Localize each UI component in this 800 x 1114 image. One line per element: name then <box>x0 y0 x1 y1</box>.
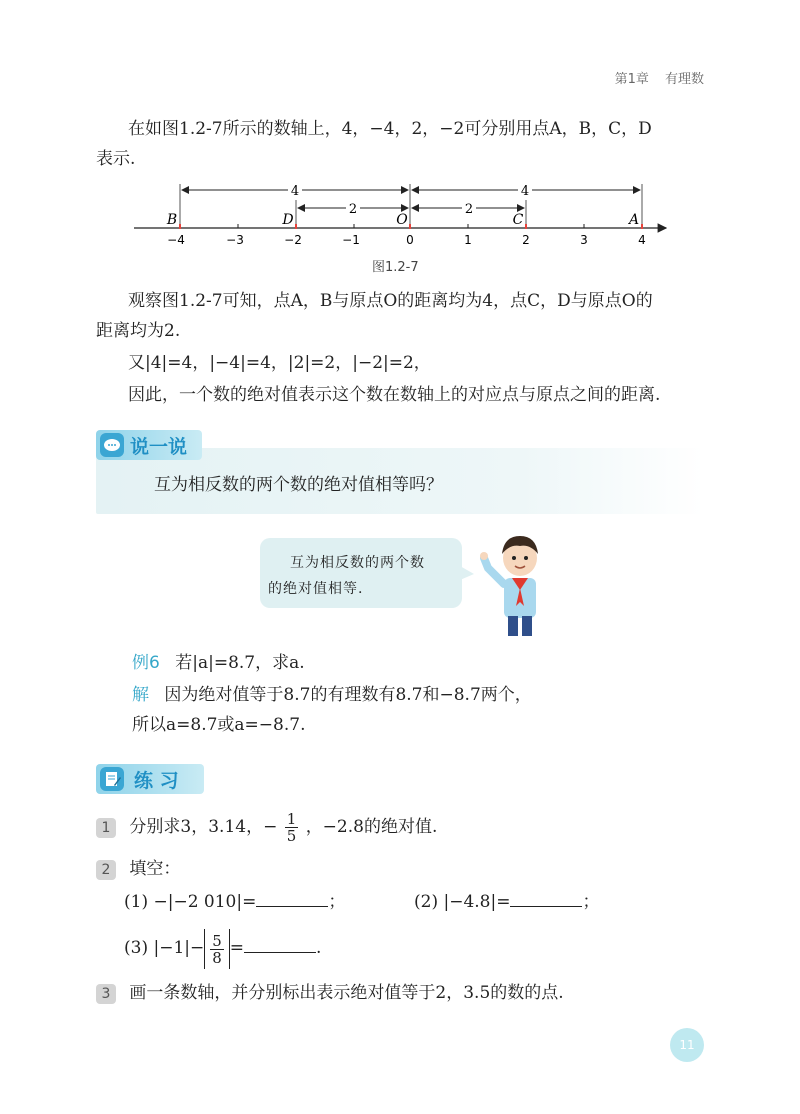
dim-label-right-4: 4 <box>520 184 530 199</box>
tick-label: 0 <box>406 233 414 247</box>
solution-label: 解 <box>132 685 149 705</box>
example-label: 例6 <box>132 653 160 673</box>
fraction-one-fifth <box>285 811 299 844</box>
q2-part-3-text: (3) |−1|− <box>124 938 205 958</box>
observe-line-4: 因此，一个数的绝对值表示这个数在数轴上的对应点与原点之间的距离. <box>128 385 661 405</box>
notebook-icon <box>100 767 124 791</box>
discussion-banner <box>96 430 704 514</box>
q2-part-2-semicolon: ； <box>582 892 600 912</box>
question-1-text-b: ，−2.8的绝对值. <box>305 817 438 837</box>
question-2 <box>96 856 180 882</box>
number-line-figure <box>130 180 670 256</box>
tick-label: −3 <box>226 233 244 247</box>
question-3-text: 画一条数轴，并分别标出表示绝对值等于2，3.5的数的点. <box>129 983 564 1003</box>
student-illustration <box>478 528 558 640</box>
fraction-denominator: 5 <box>286 827 297 845</box>
speech-bubble-tail <box>460 566 476 582</box>
discussion-tag <box>96 430 202 460</box>
solution-line-1 <box>132 682 532 708</box>
dim-label-left-2: 2 <box>348 202 358 217</box>
q2-part-2-text: (2) |−4.8|= <box>414 892 511 912</box>
practice-tag <box>96 764 204 794</box>
chapter-title: 有理数 <box>664 72 704 87</box>
chat-bubble-icon <box>100 433 124 457</box>
point-label-O: O <box>396 212 408 228</box>
intro-line-2: 表示. <box>96 149 136 169</box>
question-2-title: 填空： <box>129 859 181 879</box>
tick-label: −2 <box>284 233 302 247</box>
chapter-label: 第1章 <box>614 72 649 87</box>
bubble-line-2: 的绝对值相等. <box>268 581 364 597</box>
question-number-badge: 1 <box>96 818 116 838</box>
answer-blank[interactable] <box>510 888 582 907</box>
tick-label: −4 <box>167 233 185 247</box>
practice-tag-label: 练 习 <box>134 770 179 792</box>
q2-part-1-text: (1) −|−2 010|= <box>124 892 257 912</box>
point-label-B: B <box>166 212 178 228</box>
q2-part-1-semicolon: ； <box>328 892 346 912</box>
discussion-question: 互为相反数的两个数的绝对值相等吗？ <box>154 475 443 495</box>
solution-text-1: 因为绝对值等于8.7的有理数有8.7和−8.7两个， <box>164 685 532 705</box>
answer-blank[interactable] <box>244 934 316 953</box>
question-1-text-a: 分别求3，3.14，− <box>129 817 278 837</box>
question-2-part-1 <box>124 888 345 915</box>
question-1 <box>96 810 437 844</box>
absolute-value-bars <box>204 929 230 969</box>
question-number-badge: 2 <box>96 860 116 880</box>
observe-line-1: 观察图1.2-7可知，点A，B与原点O的距离均为4，点C，D与原点O的 <box>128 291 653 311</box>
observe-line-3: 又|4|=4，|−4|=4，|2|=2，|−2|=2， <box>128 353 431 373</box>
dim-label-left-4: 4 <box>290 184 300 199</box>
tick-label: −1 <box>342 233 360 247</box>
fraction-denominator: 8 <box>212 948 222 967</box>
discussion-tag-label: 说一说 <box>130 436 188 458</box>
example-6 <box>132 650 305 676</box>
solution-line-2: 所以a=8.7或a=−8.7. <box>132 715 306 735</box>
point-label-C: C <box>512 212 524 228</box>
question-2-part-3 <box>124 928 321 969</box>
fraction-numerator: 1 <box>286 810 297 828</box>
answer-blank[interactable] <box>256 888 328 907</box>
page-number: 11 <box>670 1028 704 1062</box>
question-3 <box>96 980 564 1006</box>
intro-line-1: 在如图1.2-7所示的数轴上，4，−4，2，−2可分别用点A，B，C，D <box>128 119 652 139</box>
fraction-five-eighths <box>210 933 224 966</box>
tick-label: 4 <box>638 233 646 247</box>
q2-part-3-equals: = <box>229 938 245 958</box>
page-header <box>603 68 704 87</box>
tick-label: 1 <box>464 233 472 247</box>
dim-label-right-2: 2 <box>464 202 474 217</box>
point-label-A: A <box>628 212 640 228</box>
tick-label: 3 <box>580 233 588 247</box>
observe-line-2: 距离均为2. <box>96 321 181 341</box>
question-2-part-2 <box>414 888 599 915</box>
q2-part-3-period: . <box>316 938 322 958</box>
bubble-line-1: 互为相反数的两个数 <box>290 555 425 571</box>
figure-caption: 图1.2-7 <box>372 260 419 275</box>
point-label-D: D <box>282 212 294 228</box>
tick-label: 2 <box>522 233 530 247</box>
fraction-numerator: 5 <box>212 931 222 950</box>
example-problem: 若|a|=8.7，求a. <box>175 653 305 673</box>
question-number-badge: 3 <box>96 984 116 1004</box>
